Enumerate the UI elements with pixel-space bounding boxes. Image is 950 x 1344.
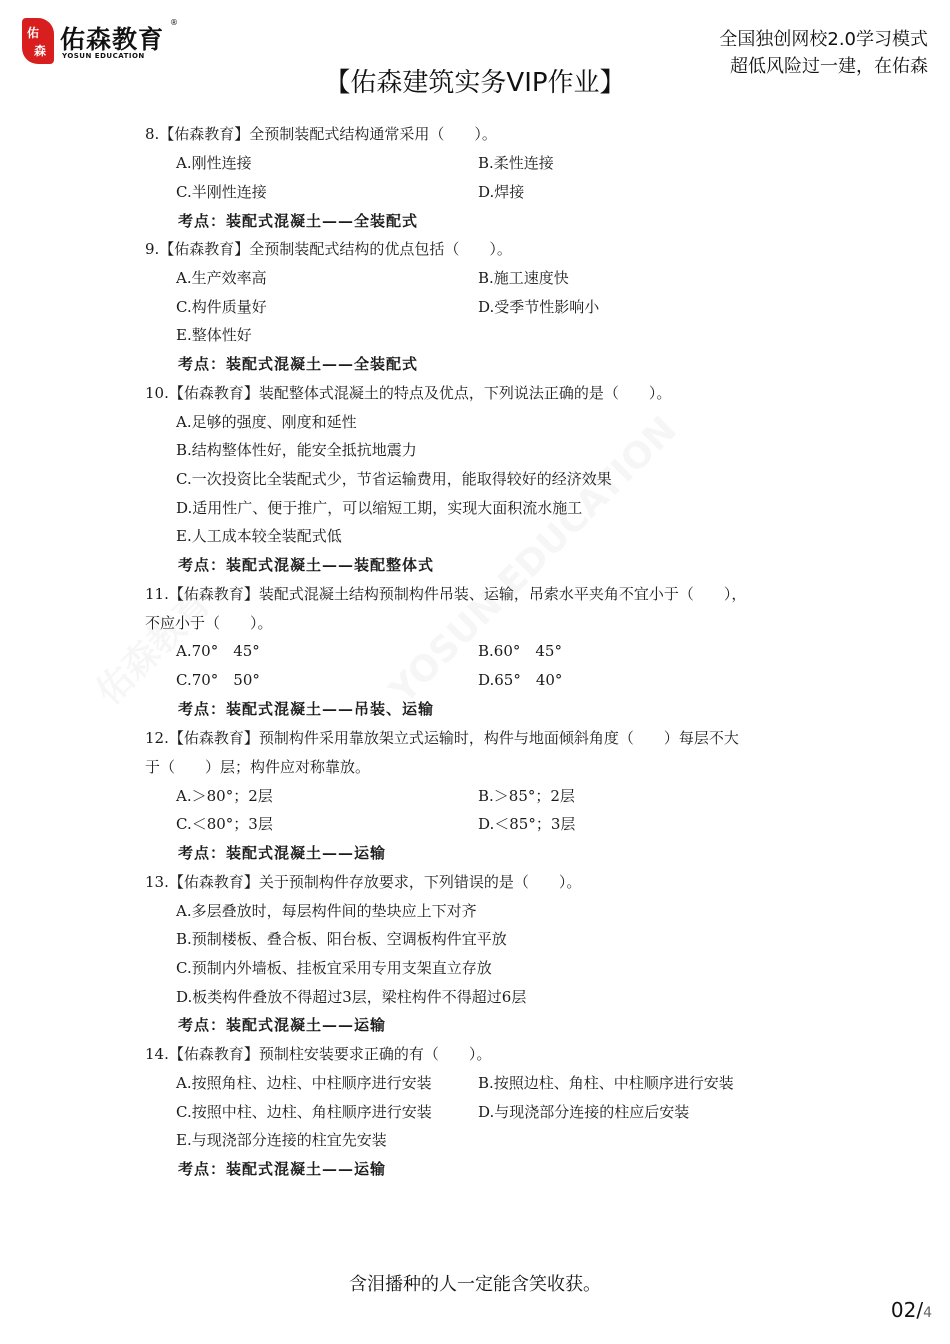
- option: C.预制内外墙板、挂板宜采用专用支架直立存放: [176, 959, 492, 977]
- option: C.按照中柱、边柱、角柱顺序进行安装: [176, 1103, 432, 1121]
- option: A.按照角柱、边柱、中柱顺序进行安装: [176, 1074, 432, 1092]
- question-stem: 10.【佑森教育】装配整体式混凝土的特点及优点，下列说法正确的是（ ）。: [145, 384, 672, 402]
- question-stem: 13.【佑森教育】关于预制构件存放要求，下列错误的是（ ）。: [145, 873, 582, 891]
- logo-english-name: YOSUN EDUCATION: [62, 52, 145, 60]
- option: B.施工速度快: [478, 269, 569, 287]
- option: D.板类构件叠放不得超过3层，梁柱构件不得超过6层: [176, 988, 527, 1006]
- option: B.结构整体性好，能安全抵抗地震力: [176, 441, 417, 459]
- brand-logo: [22, 18, 182, 66]
- kaodian-label: 考点：装配式混凝土——运输: [178, 1016, 387, 1034]
- option: E.与现浇部分连接的柱宜先安装: [176, 1131, 387, 1149]
- option: B.柔性连接: [478, 154, 554, 172]
- question-stem: 11.【佑森教育】装配式混凝土结构预制构件吊装、运输，吊索水平夹角不宜小于（ ），: [145, 585, 747, 603]
- option: C.半刚性连接: [176, 183, 267, 201]
- question-stem: 9.【佑森教育】全预制装配式结构的优点包括（ ）。: [145, 240, 512, 258]
- option: D.＜85°；3层: [478, 815, 576, 833]
- question-stem: 12.【佑森教育】预制构件采用靠放架立式运输时，构件与地面倾斜角度（ ）每层不大: [145, 729, 739, 747]
- option: A.70° 45°: [176, 642, 260, 660]
- option: B.60° 45°: [478, 642, 562, 660]
- question-stem: 8.【佑森教育】全预制装配式结构通常采用（ ）。: [145, 125, 497, 143]
- tagline-line-1: 全国独创网校2.0学习模式: [719, 29, 928, 50]
- question-stem-continued: 于（ ）层；构件应对称靠放。: [145, 758, 371, 776]
- option: B.＞85°；2层: [478, 787, 575, 805]
- option: C.构件质量好: [176, 298, 267, 316]
- option: A.足够的强度、刚度和延性: [176, 413, 357, 431]
- page-current: 02/: [890, 1298, 924, 1322]
- option: A.生产效率高: [176, 269, 267, 287]
- kaodian-label: 考点：装配式混凝土——运输: [178, 844, 387, 862]
- question-stem-continued: 不应小于（ ）。: [145, 614, 273, 632]
- option: A.刚性连接: [176, 154, 252, 172]
- option: E.整体性好: [176, 326, 252, 344]
- option: D.适用性广、便于推广，可以缩短工期，实现大面积流水施工: [176, 499, 583, 517]
- option: D.65° 40°: [478, 671, 563, 689]
- option: D.与现浇部分连接的柱应后安装: [478, 1103, 690, 1121]
- kaodian-label: 考点：装配式混凝土——全装配式: [178, 212, 419, 230]
- option: C.70° 50°: [176, 671, 260, 689]
- registered-mark: ®: [170, 18, 178, 27]
- option: C.一次投资比全装配式少，节省运输费用，能取得较好的经济效果: [176, 470, 612, 488]
- tagline-line-2: 超低风险过一建，在佑森: [730, 56, 928, 77]
- page-number: [891, 1298, 932, 1322]
- logo-mark-icon: 佑 森: [22, 18, 54, 64]
- footer-motto: 含泪播种的人一定能含笑收获。: [349, 1274, 601, 1295]
- option: C.＜80°；3层: [176, 815, 273, 833]
- option: B.按照边柱、角柱、中柱顺序进行安装: [478, 1074, 734, 1092]
- option: E.人工成本较全装配式低: [176, 527, 342, 545]
- page-header: [0, 0, 950, 110]
- kaodian-label: 考点：装配式混凝土——运输: [178, 1160, 387, 1178]
- option: D.焊接: [478, 183, 525, 201]
- document-title: 【佑森建筑实务VIP作业】: [324, 68, 626, 98]
- option: A.＞80°；2层: [176, 787, 273, 805]
- option: B.预制楼板、叠合板、阳台板、空调板构件宜平放: [176, 930, 507, 948]
- question-stem: 14.【佑森教育】预制柱安装要求正确的有（ ）。: [145, 1045, 492, 1063]
- option: D.受季节性影响小: [478, 298, 600, 316]
- option: A.多层叠放时，每层构件间的垫块应上下对齐: [176, 902, 477, 920]
- kaodian-label: 考点：装配式混凝土——装配整体式: [178, 556, 435, 574]
- kaodian-label: 考点：装配式混凝土——吊装、运输: [178, 700, 435, 718]
- logo-chinese-name: 佑森教育: [60, 25, 165, 54]
- page-total: 4: [923, 1305, 932, 1321]
- kaodian-label: 考点：装配式混凝土——全装配式: [178, 355, 419, 373]
